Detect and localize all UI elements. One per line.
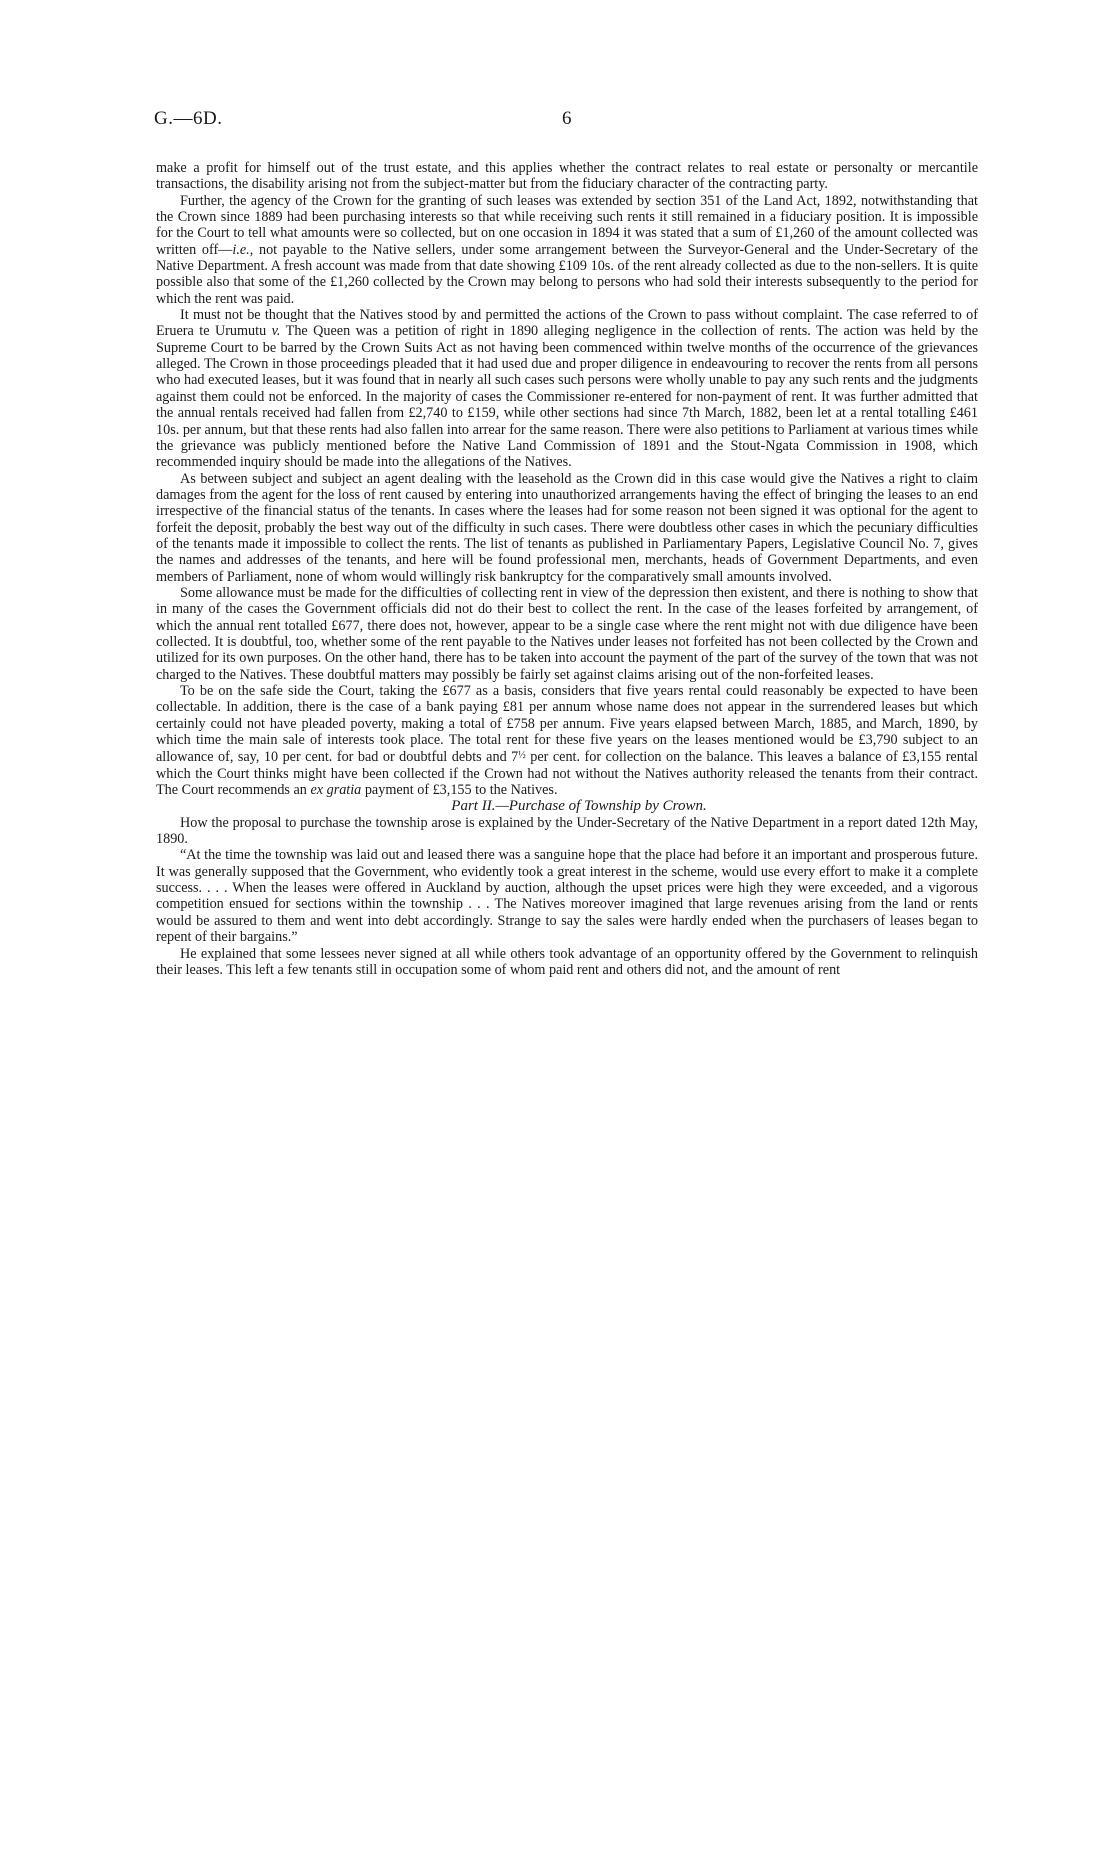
- page-number: 6: [562, 108, 572, 129]
- paragraph-native-complaints: It must not be thought that the Natives stood by and permitted the actions of the Crown to pass without complaint. The case referred to of Eruera te Urumutu v. The Queen was a petition of right in 1890 alleging negligence in the collection of rents. The action was held by the Supreme Court to be barred by the Crown Suits Act as not having been commenced within twelve months of the occurrence of the grievances alleged. The Crown in those proceedings pleaded that it had used due and proper diligence in endeavouring to recover the rents from all persons who had executed leases, but it was found that in nearly all such cases such persons were wholly unable to pay any such rents and the judgments against them could not be enforced. In the majority of cases the Commissioner re-entered for non-payment of rent. It was further admitted that the annual rentals received had fallen from £2,740 to £159, while other sections had since 7th March, 1882, been let at a rental totalling £461 10s. per annum, but that these rents had also fallen into arrear for the same reason. There were also petitions to Parliament at various times while the grievance was publicly mentioned before the Native Land Commission of 1891 and the Stout-Ngata Commission in 1908, which recommended inquiry should be made into the allegations of the Natives.: [156, 307, 978, 471]
- paragraph-agent-damages: As between subject and subject an agent dealing with the leasehold as the Crown did in this case would give the Natives a right to claim damages from the agent for the loss of rent caused by entering into unauthorized arrangements having the effect of bringing the leases to an end irrespective of the financial status of the tenants. In cases where the leases had for some reason not been signed it was optional for the agent to forfeit the deposit, probably the best way out of the difficulty in such cases. There were doubtless other cases in which the pecuniary difficulties of the tenants made it impossible to collect the rents. The list of tenants as published in Parliamentary Papers, Legislative Council No. 7, gives the names and addresses of the tenants, and here will be found professional men, merchants, heads of Government Departments, and even members of Parliament, none of whom would willingly risk bankruptcy for the comparatively small amounts involved.: [156, 470, 978, 585]
- paragraph-purchase-proposal: How the proposal to purchase the township arose is explained by the Under-Secretary of the Native Department in a report dated 12th May, 1890.: [156, 814, 978, 848]
- paragraph-court-recommendation: To be on the safe side the Court, taking the £677 as a basis, considers that five years rental could reasonably be expected to have been collectable. In addition, there is the case of a bank paying £81 per annum whose name does not appear in the surrendered leases but which certainly could not have pleaded poverty, making a total of £758 per annum. Five years elapsed between March, 1885, and March, 1890, by which time the main sale of interests took place. The total rent for these five years on the leases mentioned would be £3,790 subject to an allowance of, say, 10 per cent. for bad or doubtful debts and $7^{\frac{1}{2}}$ per cent. for collection on the balance. This leaves a balance of £3,155 rental which the Court thinks might have been collected if the Crown had not without the Natives authority released the tenants from their contract. The Court recommends an ex gratia payment of £3,155 to the Natives.: [156, 683, 978, 799]
- paragraph-lessees: He explained that some lessees never signed at all while others took advantage of an opportunity offered by the Government to relinquish their leases. This left a few tenants still in occupation some of whom paid rent and others did not, and the amount of rent: [156, 945, 978, 978]
- paragraph-collection-difficulties: Some allowance must be made for the difficulties of collecting rent in view of the depression then existent, and there is nothing to show that in many of the cases the Government officials did not do their best to collect the rent. In the case of the leases forfeited by arrangement, of which the annual rent totalled £677, there does not, however, appear to be a single case where the rent might not with due diligence have been collected. It is doubtful, too, whether some of the rent payable to the Natives under leases not forfeited has not been collected by the Crown and utilized for its own purposes. On the other hand, there has to be taken into account the payment of the part of the survey of the town that was not charged to the Natives. These doubtful matters may possibly be fairly set against claims arising out of the non-forfeited leases.: [156, 584, 978, 683]
- document-reference: G.—6D.: [154, 108, 223, 129]
- paragraph-crown-agency: Further, the agency of the Crown for the granting of such leases was extended by section 351 of the Land Act, 1892, notwithstanding that the Crown since 1889 had been purchasing interests so that while receiving such rents it still remained in a fiduciary position. It is impossible for the Court to tell what amounts were so collected, but on one occasion in 1894 it was stated that a sum of £1,260 of the amount collected was written off—i.e., not payable to the Native sellers, under some arrangement between the Surveyor-General and the Under-Secretary of the Native Department. A fresh account was made from that date showing £109 10s. of the rent already collected as due to the non-sellers. It is quite possible also that some of the £1,260 collected by the Crown may belong to persons who had sold their interests subsequently to the period for which the rent was paid.: [156, 192, 978, 307]
- paragraph-quoted-report: “At the time the township was laid out and leased there was a sanguine hope that the place had before it an important and prosperous future. It was generally supposed that the Government, who evidently took a great interest in the scheme, would use every effort to make it a complete success. . . . When the leases were offered in Auckland by auction, although the upset prices were high they were exceeded, and a vigorous competition ensued for sections within the township . . . The Natives moreover imagined that large revenues arising from the land or rents would be assured to them and went into debt accordingly. Strange to say the sales were hardly ended when the purchasers of leases began to repent of their bargains.”: [156, 847, 978, 946]
- paragraph-continued: make a profit for himself out of the trust estate, and this applies whether the contract relates to real estate or personalty or mercantile transactions, the disability arising not from the subject-matter but from the fiduciary character of the contracting party.: [156, 160, 978, 193]
- body-text: [156, 160, 978, 978]
- page-header: [150, 108, 974, 132]
- section-heading: Part II.—Purchase of Township by Crown.: [451, 798, 707, 815]
